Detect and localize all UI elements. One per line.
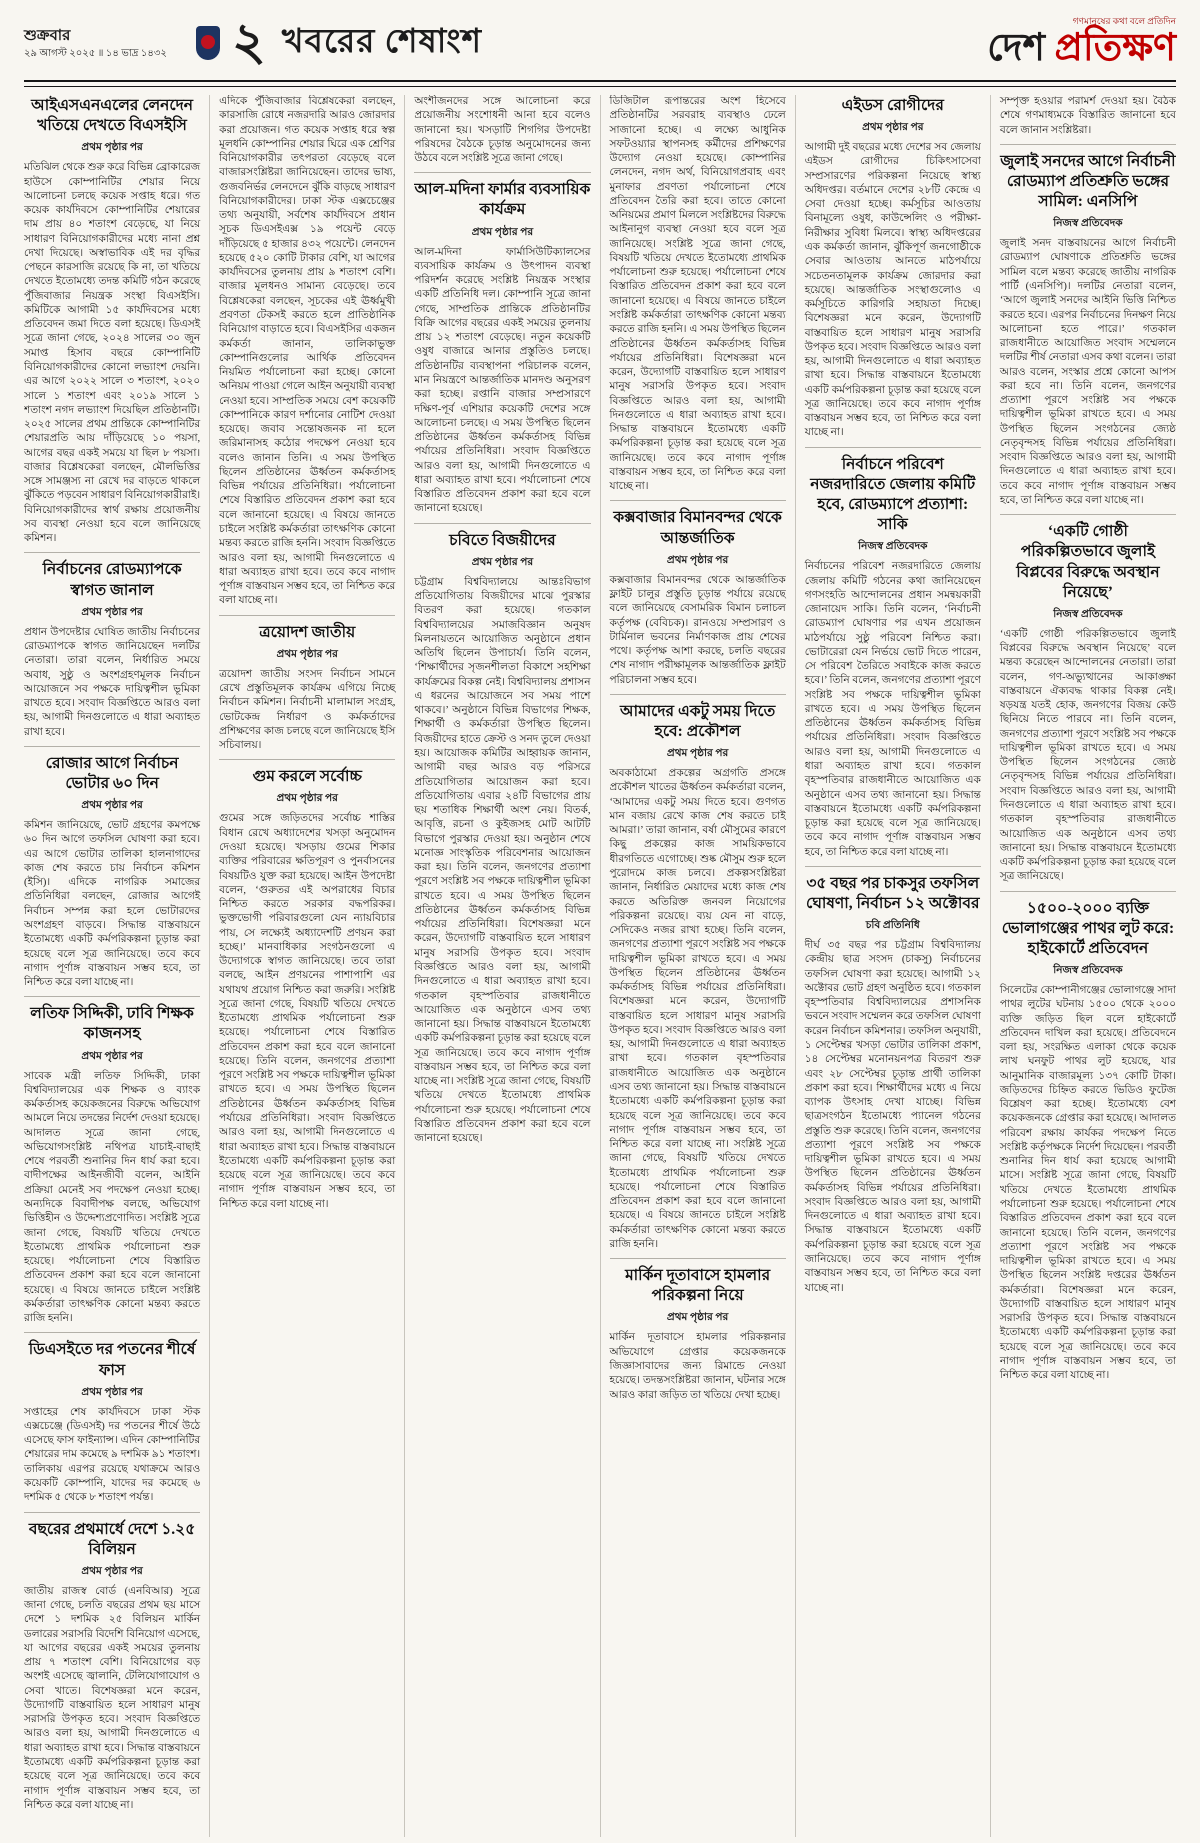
- article-body: গুমের সঙ্গে জড়িতদের সর্বোচ্চ শাস্তির বিধান রেখে অধ্যাদেশের খসড়া অনুমোদন দেওয়া হয়েছে। খসড়ায় গুমের শিকার ব্যক্তির পরিবারের ক্ষতিপূরণ ও পুনর্বাসনের বিষয়টিও যুক্ত করা হয়েছে। আইন উপদেষ্টা বলেন, ‘গুরুতর এই অপরাধের বিচার নিশ্চিত করতে সরকার বদ্ধপরিকর। ভুক্তভোগী পরিবারগুলো যেন ন্যায়বিচার পায়, সে লক্ষ্যেই অধ্যাদেশটি প্রণয়ন করা হচ্ছে।’ মানবাধিকার সংগঠনগুলো এ উদ্যোগকে স্বাগত জানিয়েছে। তবে তারা বলছে, আইন প্রণয়নের পাশাপাশি এর যথাযথ প্রয়োগ নিশ্চিত করা জরুরি। সংশ্লিষ্ট সূত্রে জানা গেছে, বিষয়টি খতিয়ে দেখতে ইতোমধ্যে প্রাথমিক পর্যালোচনা শুরু হয়েছে। পর্যালোচনা শেষে বিস্তারিত প্রতিবেদন প্রকাশ করা হবে বলে জানানো হয়েছে। তিনি বলেন, জনগণের প্রত্যাশা পূরণে সংশ্লিষ্ট সব পক্ষকে দায়িত্বশীল ভূমিকা রাখতে হবে। এ সময় উপস্থিত ছিলেন প্রতিষ্ঠানের ঊর্ধ্বতন কর্মকর্তাসহ বিভিন্ন পর্যায়ের প্রতিনিধিরা। সংবাদ বিজ্ঞপ্তিতে আরও বলা হয়, আগামী দিনগুলোতে এ ধারা অব্যাহত রাখা হবে। সিদ্ধান্ত বাস্তবায়নে ইতোমধ্যে একটি কর্মপরিকল্পনা চূড়ান্ত করা হয়েছে বলে সূত্র জানিয়েছে। তবে কবে নাগাদ পূর্ণাঙ্গ বাস্তবায়ন সম্ভব হবে, তা নিশ্চিত করে বলা যাচ্ছে না।: [219, 813, 396, 1210]
- article: [805, 447, 981, 860]
- brand-part-2: প্রতিক্ষণ: [1054, 26, 1176, 69]
- article-headline: কক্সবাজার বিমানবন্দর থেকে আন্তর্জাতিক: [613, 509, 782, 547]
- masthead-tagline: গণমানুষের কথা বলে প্রতিদিন: [1072, 16, 1176, 27]
- article-headline: চবিতে বিজয়ীদের: [449, 531, 556, 549]
- article: [414, 172, 590, 516]
- article-byline: প্রথম পৃষ্ঠার পর: [666, 554, 729, 566]
- article-body: চট্টগ্রাম বিশ্ববিদ্যালয়ে আন্তঃবিভাগ প্রতিযোগিতায় বিজয়ীদের মাঝে পুরস্কার বিতরণ করা হয়েছে। গতকাল বিশ্ববিদ্যালয়ের সমাজবিজ্ঞান অনুষদ মিলনায়তনে আয়োজিত অনুষ্ঠানে প্রধান অতিথি ছিলেন উপাচার্য। তিনি বলেন, ‘শিক্ষার্থীদের সৃজনশীলতা বিকাশে সহশিক্ষা কার্যক্রমের বিকল্প নেই। বিশ্ববিদ্যালয় প্রশাসন এ ধরনের আয়োজনে সব সময় পাশে থাকবে।’ অনুষ্ঠানে বিভিন্ন বিভাগের শিক্ষক, শিক্ষার্থী ও কর্মকর্তারা উপস্থিত ছিলেন। বিজয়ীদের হাতে ক্রেস্ট ও সনদ তুলে দেওয়া হয়। আয়োজক কমিটির আহ্বায়ক জানান, আগামী বছর আরও বড় পরিসরে প্রতিযোগিতার আয়োজন করা হবে। প্রতিযোগিতায় এবার ২৪টি বিভাগের প্রায় ছয় শতাধিক শিক্ষার্থী অংশ নেয়। বিতর্ক, আবৃত্তি, রচনা ও কুইজসহ মোট আটটি বিভাগে পুরস্কার দেওয়া হয়। অনুষ্ঠান শেষে মনোজ্ঞ সাংস্কৃতিক পরিবেশনার আয়োজন করা হয়। তিনি বলেন, জনগণের প্রত্যাশা পূরণে সংশ্লিষ্ট সব পক্ষকে দায়িত্বশীল ভূমিকা রাখতে হবে। এ সময় উপস্থিত ছিলেন প্রতিষ্ঠানের ঊর্ধ্বতন কর্মকর্তাসহ বিভিন্ন পর্যায়ের প্রতিনিধিরা। বিশেষজ্ঞরা মনে করেন, উদ্যোগটি বাস্তবায়িত হলে সাধারণ মানুষ সরাসরি উপকৃত হবে। সংবাদ বিজ্ঞপ্তিতে আরও বলা হয়, আগামী দিনগুলোতে এ ধারা অব্যাহত রাখা হবে। গতকাল বৃহস্পতিবার রাজধানীতে আয়োজিত এক অনুষ্ঠানে এসব তথ্য জানানো হয়। সিদ্ধান্ত বাস্তবায়নে ইতোমধ্যে একটি কর্মপরিকল্পনা চূড়ান্ত করা হয়েছে বলে সূত্র জানিয়েছে। তবে কবে নাগাদ পূর্ণাঙ্গ বাস্তবায়ন সম্ভব হবে, তা নিশ্চিত করে বলা যাচ্ছে না। সংশ্লিষ্ট সূত্রে জানা গেছে, বিষয়টি খতিয়ে দেখতে ইতোমধ্যে প্রাথমিক পর্যালোচনা শুরু হয়েছে। পর্যালোচনা শেষে বিস্তারিত প্রতিবেদন প্রকাশ করা হবে বলে জানানো হয়েছে।: [414, 576, 591, 1145]
- article-body: সপ্তাহের শেষ কার্যদিবসে ঢাকা স্টক এক্সচেঞ্জে (ডিএসই) দর পতনের শীর্ষে উঠে এসেছে ফাস ফাইন্যান্স। এদিন কোম্পানিটির শেয়ারের দাম কমেছে ৯ দশমিক ৯১ শতাংশ। তালিকায় এরপর রয়েছে যথাক্রমে আরও কয়েকটি কোম্পানি, যাদের দর কমেছে ৬ দশমিক ৫ থেকে ৮ শতাংশ পর্যন্ত।: [24, 1406, 201, 1504]
- article-headline: আইএসএনএলের লেনদেন খতিয়ে দেখতে বিএসইসি: [31, 97, 194, 135]
- article: [24, 1332, 200, 1505]
- article: [414, 523, 590, 1147]
- article-byline: প্রথম পৃষ্ঠার পর: [81, 606, 143, 618]
- article-headline: ত্রয়োদশ জাতীয়: [259, 623, 356, 641]
- article-body: সাবেক মন্ত্রী লতিফ সিদ্দিকী, ঢাকা বিশ্ববিদ্যালয়ের এক শিক্ষক ও ব্যাংক কর্মকর্তাসহ কয়েকজনের বিরুদ্ধে অভিযোগ আমলে নিয়ে তদন্তের নির্দেশ দেওয়া হয়েছে। আদালত সূত্রে জানা গেছে, অভিযোগসংশ্লিষ্ট নথিপত্র যাচাই-বাছাই শেষে পরবর্তী শুনানির দিন ধার্য করা হবে। বাদীপক্ষের আইনজীবী বলেন, আইনি প্রক্রিয়া মেনেই সব পদক্ষেপ নেওয়া হচ্ছে। অন্যদিকে বিবাদীপক্ষ বলছে, অভিযোগ ভিত্তিহীন ও উদ্দেশ্যপ্রণোদিত। সংশ্লিষ্ট সূত্রে জানা গেছে, বিষয়টি খতিয়ে দেখতে ইতোমধ্যে প্রাথমিক পর্যালোচনা শুরু হয়েছে। পর্যালোচনা শেষে বিস্তারিত প্রতিবেদন প্রকাশ করা হবে বলে জানানো হয়েছে। এ বিষয়ে জানতে চাইলে সংশ্লিষ্ট কর্মকর্তারা তাৎক্ষণিক কোনো মন্তব্য করতে রাজি হননি।: [24, 1070, 201, 1325]
- section-title: খবরের শেষাংশ: [281, 24, 483, 60]
- article-byline: প্রথম পৃষ্ঠার পর: [666, 748, 729, 760]
- article-headline: গুম করলে সর্বোচ্চ: [252, 768, 362, 786]
- article-continuation: [219, 95, 395, 609]
- article-body: সিলেটের কোম্পানীগঞ্জের ভোলাগঞ্জে সাদা পাথর লুটের ঘটনায় ১৫০০ থেকে ২০০০ ব্যক্তি জড়িত ছিল বলে হাইকোর্টে প্রতিবেদন দাখিল করা হয়েছে। প্রতিবেদনে বলা হয়, সংরক্ষিত এলাকা থেকে কয়েক লাখ ঘনফুট পাথর লুট হয়েছে, যার আনুমানিক বাজারমূল্য ১৩৭ কোটি টাকা। জড়িতদের চিহ্নিত করতে ভিডিও ফুটেজ বিশ্লেষণ করা হচ্ছে। ইতোমধ্যে বেশ কয়েকজনকে গ্রেপ্তার করা হয়েছে। আদালত পরিবেশ রক্ষায় কার্যকর পদক্ষেপ নিতে সংশ্লিষ্ট কর্তৃপক্ষকে নির্দেশ দিয়েছেন। পরবর্তী শুনানির দিন ধার্য করা হয়েছে আগামী মাসে। সংশ্লিষ্ট সূত্রে জানা গেছে, বিষয়টি খতিয়ে দেখতে ইতোমধ্যে প্রাথমিক পর্যালোচনা শুরু হয়েছে। পর্যালোচনা শেষে বিস্তারিত প্রতিবেদন প্রকাশ করা হবে বলে জানানো হয়েছে। তিনি বলেন, জনগণের প্রত্যাশা পূরণে সংশ্লিষ্ট সব পক্ষকে দায়িত্বশীল ভূমিকা রাখতে হবে। এ সময় উপস্থিত ছিলেন সংশ্লিষ্ট দপ্তরের ঊর্ধ্বতন কর্মকর্তারা। বিশেষজ্ঞরা মনে করেন, উদ্যোগটি বাস্তবায়িত হলে সাধারণ মানুষ সরাসরি উপকৃত হবে। সিদ্ধান্ত বাস্তবায়নে ইতোমধ্যে একটি কর্মপরিকল্পনা চূড়ান্ত করা হয়েছে বলে সূত্র জানিয়েছে। তবে কবে নাগাদ পূর্ণাঙ্গ বাস্তবায়ন সম্ভব হবে, তা নিশ্চিত করে বলা যাচ্ছে না।: [999, 985, 1176, 1382]
- article-body: আগামী দুই বছরের মধ্যে দেশের সব জেলায় এইডস রোগীদের চিকিৎসাসেবা সম্প্রসারণের পরিকল্পনা নিয়েছে স্বাস্থ্য অধিদপ্তর। বর্তমানে দেশের ২৮টি কেন্দ্রে এ সেবা দেওয়া হচ্ছে। কর্মসূচির আওতায় বিনামূল্যে ওষুধ, কাউন্সেলিং ও পরীক্ষা-নিরীক্ষার সুবিধা মিলবে। স্বাস্থ্য অধিদপ্তরের এক কর্মকর্তা জানান, ঝুঁকিপূর্ণ জনগোষ্ঠীকে সেবার আওতায় আনতে মাঠপর্যায়ে সচেতনতামূলক কার্যক্রম জোরদার করা হয়েছে। আন্তর্জাতিক সংস্থাগুলোও এ কর্মসূচিতে কারিগরি সহায়তা দিচ্ছে। বিশেষজ্ঞরা মনে করেন, উদ্যোগটি বাস্তবায়িত হলে সাধারণ মানুষ সরাসরি উপকৃত হবে। সংবাদ বিজ্ঞপ্তিতে আরও বলা হয়, আগামী দিনগুলোতে এ ধারা অব্যাহত রাখা হবে। সিদ্ধান্ত বাস্তবায়নে ইতোমধ্যে একটি কর্মপরিকল্পনা চূড়ান্ত করা হয়েছে বলে সূত্র জানিয়েছে। তবে কবে নাগাদ পূর্ণাঙ্গ বাস্তবায়ন সম্ভব হবে, তা নিশ্চিত করে বলা যাচ্ছে না।: [804, 142, 981, 439]
- article-byline: নিজস্ব প্রতিবেদক: [1053, 965, 1123, 977]
- newspaper-column-3: [404, 95, 599, 1837]
- article-body: অবকাঠামো প্রকল্পের অগ্রগতি প্রসঙ্গে প্রকৌশল খাতের ঊর্ধ্বতন কর্মকর্তারা বলেন, ‘আমাদের একটু সময় দিতে হবে। গুণগত মান বজায় রেখে কাজ শেষ করতে চাই আমরা।’ তারা জানান, বর্ষা মৌসুমের কারণে কিছু প্রকল্পের কাজ সাময়িকভাবে ধীরগতিতে এগোচ্ছে। শুষ্ক মৌসুম শুরু হলে পুরোদমে কাজ চলবে। প্রকল্পসংশ্লিষ্টরা জানান, নির্ধারিত মেয়াদের মধ্যে কাজ শেষ করতে অতিরিক্ত জনবল নিয়োগের পরিকল্পনা রয়েছে। ব্যয় যেন না বাড়ে, সেদিকেও নজর রাখা হচ্ছে। তিনি বলেন, জনগণের প্রত্যাশা পূরণে সংশ্লিষ্ট সব পক্ষকে দায়িত্বশীল ভূমিকা রাখতে হবে। এ সময় উপস্থিত ছিলেন প্রতিষ্ঠানের ঊর্ধ্বতন কর্মকর্তাসহ বিভিন্ন পর্যায়ের প্রতিনিধিরা। বিশেষজ্ঞরা মনে করেন, উদ্যোগটি বাস্তবায়িত হলে সাধারণ মানুষ সরাসরি উপকৃত হবে। সংবাদ বিজ্ঞপ্তিতে আরও বলা হয়, আগামী দিনগুলোতে এ ধারা অব্যাহত রাখা হবে। গতকাল বৃহস্পতিবার রাজধানীতে আয়োজিত এক অনুষ্ঠানে এসব তথ্য জানানো হয়। সিদ্ধান্ত বাস্তবায়নে ইতোমধ্যে একটি কর্মপরিকল্পনা চূড়ান্ত করা হয়েছে বলে সূত্র জানিয়েছে। তবে কবে নাগাদ পূর্ণাঙ্গ বাস্তবায়ন সম্ভব হবে, তা নিশ্চিত করে বলা যাচ্ছে না। সংশ্লিষ্ট সূত্রে জানা গেছে, বিষয়টি খতিয়ে দেখতে ইতোমধ্যে প্রাথমিক পর্যালোচনা শুরু হয়েছে। পর্যালোচনা শেষে বিস্তারিত প্রতিবেদন প্রকাশ করা হবে বলে জানানো হয়েছে। এ বিষয়ে জানতে চাইলে সংশ্লিষ্ট কর্মকর্তারা তাৎক্ষণিক কোনো মন্তব্য করতে রাজি হননি।: [609, 768, 786, 1250]
- article-headline: নির্বাচনে পরিবেশ নজরদারিতে জেলায় কমিটি হবে, রোডম্যাপে প্রত্যাশা: সাকি: [810, 455, 976, 534]
- article-headline: রোজার আগে নির্বাচন ভোটার ৬০ দিন: [45, 754, 179, 792]
- newspaper-column-1: [24, 95, 209, 1837]
- article-byline: নিজস্ব প্রতিবেদক: [1053, 608, 1123, 620]
- article: [24, 552, 200, 739]
- article-byline: প্রথম পৃষ্ঠার পর: [862, 122, 924, 134]
- article-headline: লতিফ সিদ্দিকী, ঢাবি শিক্ষক কাজনসহ: [30, 1005, 194, 1043]
- article-body: দীর্ঘ ৩৫ বছর পর চট্টগ্রাম বিশ্ববিদ্যালয় কেন্দ্রীয় ছাত্র সংসদ (চাকসু) নির্বাচনের তফসিল ঘোষণা করা হয়েছে। আগামী ১২ অক্টোবর ভোট গ্রহণ অনুষ্ঠিত হবে। গতকাল বৃহস্পতিবার বিশ্ববিদ্যালয়ের প্রশাসনিক ভবনে সংবাদ সম্মেলন করে তফসিল ঘোষণা করেন নির্বাচন কমিশনার। তফসিল অনুযায়ী, ১ সেপ্টেম্বর খসড়া ভোটার তালিকা প্রকাশ, ১৪ সেপ্টেম্বর মনোনয়নপত্র বিতরণ শুরু এবং ২৮ সেপ্টেম্বর চূড়ান্ত প্রার্থী তালিকা প্রকাশ করা হবে। শিক্ষার্থীদের মধ্যে এ নিয়ে ব্যাপক উৎসাহ দেখা যাচ্ছে। বিভিন্ন ছাত্রসংগঠন ইতোমধ্যে প্যানেল গঠনের প্রস্তুতি শুরু করেছে। তিনি বলেন, জনগণের প্রত্যাশা পূরণে সংশ্লিষ্ট সব পক্ষকে দায়িত্বশীল ভূমিকা রাখতে হবে। এ সময় উপস্থিত ছিলেন প্রতিষ্ঠানের ঊর্ধ্বতন কর্মকর্তাসহ বিভিন্ন পর্যায়ের প্রতিনিধিরা। সংবাদ বিজ্ঞপ্তিতে আরও বলা হয়, আগামী দিনগুলোতে এ ধারা অব্যাহত রাখা হবে। সিদ্ধান্ত বাস্তবায়নে ইতোমধ্যে একটি কর্মপরিকল্পনা চূড়ান্ত করা হয়েছে বলে সূত্র জানিয়েছে। তবে কবে নাগাদ পূর্ণাঙ্গ বাস্তবায়ন সম্ভব হবে, তা নিশ্চিত করে বলা যাচ্ছে না।: [804, 940, 981, 1294]
- article-body: মতিঝিল থেকে শুরু করে বিভিন্ন ব্রোকারেজ হাউসে কোম্পানিটির শেয়ার নিয়ে আলোচনা চলছে কয়েক সপ্তাহ ধরে। গত কয়েক কার্যদিবসে কোম্পানিটির শেয়ারের দাম প্রায় ৪০ শতাংশ বেড়েছে, যা নিয়ে সাধারণ বিনিয়োগকারীদের মধ্যে নানা প্রশ্ন দেখা দিয়েছে। অস্বাভাবিক এই দর বৃদ্ধির পেছনে কারসাজি রয়েছে কি না, তা খতিয়ে দেখতে ইতোমধ্যে তদন্ত কমিটি গঠন করেছে পুঁজিবাজার নিয়ন্ত্রক সংস্থা বিএসইসি। কমিটিকে আগামী ১৫ কার্যদিবসের মধ্যে প্রতিবেদন জমা দিতে বলা হয়েছে। ডিএসই সূত্রে জানা গেছে, ২০২৪ সালের ৩০ জুন সমাপ্ত হিসাব বছরে কোম্পানিটি বিনিয়োগকারীদের কোনো লভ্যাংশ দেয়নি। এর আগে ২০২২ সালে ৩ শতাংশ, ২০২০ সালে ১ শতাংশ এবং ২০১৯ সালে ১ শতাংশ নগদ লভ্যাংশ দিয়েছিল প্রতিষ্ঠানটি। ২০২৫ সালের প্রথম প্রান্তিকে কোম্পানিটির শেয়ারপ্রতি আয় দাঁড়িয়েছে ১০ পয়সা, আগের বছর একই সময়ে যা ছিল ৮ পয়সা। বাজার বিশ্লেষকেরা বলছেন, মৌলভিত্তির সঙ্গে সামঞ্জস্য না রেখে দর বাড়তে থাকলে ঝুঁকিতে পড়বেন সাধারণ বিনিয়োগকারীরাই। বিনিয়োগকারীদের স্বার্থ রক্ষায় প্রয়োজনীয় সব ব্যবস্থা নেওয়া হবে বলে জানিয়েছে কমিশন।: [24, 162, 201, 545]
- article: [24, 996, 200, 1326]
- article-continuation: [610, 95, 786, 494]
- article-body: নির্বাচনের পরিবেশ নজরদারিতে জেলায় জেলায় কমিটি গঠনের কথা জানিয়েছেন গণসংহতি আন্দোলনের প্রধান সমন্বয়কারী জোনায়েদ সাকি। তিনি বলেন, ‘নির্বাচনী রোডম্যাপ ঘোষণার পর এখন প্রয়োজন মাঠপর্যায়ে সুষ্ঠু পরিবেশ নিশ্চিত করা। ভোটারেরা যেন নির্ভয়ে ভোট দিতে পারেন, সে পরিবেশ তৈরিতে সবাইকে কাজ করতে হবে।’ তিনি বলেন, জনগণের প্রত্যাশা পূরণে সংশ্লিষ্ট সব পক্ষকে দায়িত্বশীল ভূমিকা রাখতে হবে। এ সময় উপস্থিত ছিলেন প্রতিষ্ঠানের ঊর্ধ্বতন কর্মকর্তাসহ বিভিন্ন পর্যায়ের প্রতিনিধিরা। সংবাদ বিজ্ঞপ্তিতে আরও বলা হয়, আগামী দিনগুলোতে এ ধারা অব্যাহত রাখা হবে। গতকাল বৃহস্পতিবার রাজধানীতে আয়োজিত এক অনুষ্ঠানে এসব তথ্য জানানো হয়। সিদ্ধান্ত বাস্তবায়নে ইতোমধ্যে একটি কর্মপরিকল্পনা চূড়ান্ত করা হয়েছে বলে সূত্র জানিয়েছে। তবে কবে নাগাদ পূর্ণাঙ্গ বাস্তবায়ন সম্ভব হবে, তা নিশ্চিত করে বলা যাচ্ছে না।: [804, 561, 981, 858]
- article-body: প্রধান উপদেষ্টার ঘোষিত জাতীয় নির্বাচনের রোডম্যাপকে স্বাগত জানিয়েছেন দলটির নেতারা। তারা বলেন, নির্ধারিত সময়ে অবাধ, সুষ্ঠু ও অংশগ্রহণমূলক নির্বাচন আয়োজনে সব পক্ষকে দায়িত্বশীল ভূমিকা রাখতে হবে। সংবাদ বিজ্ঞপ্তিতে আরও বলা হয়, আগামী দিনগুলোতে এ ধারা অব্যাহত রাখা হবে।: [24, 626, 201, 738]
- article: [1000, 891, 1176, 1384]
- masthead-emblem-icon: [196, 26, 220, 60]
- article-body: জুলাই সনদ বাস্তবায়নের আগে নির্বাচনী রোডম্যাপ ঘোষণাকে প্রতিশ্রুতি ভঙ্গের সামিল বলে মন্তব্য করেছে জাতীয় নাগরিক পার্টি (এনসিপি)। দলটির নেতারা বলেন, ‘আগে জুলাই সনদের আইনি ভিত্তি নিশ্চিত করতে হবে। এরপর নির্বাচনের দিনক্ষণ নিয়ে আলোচনা হতে পারে।’ গতকাল রাজধানীতে আয়োজিত সংবাদ সম্মেলনে দলটির শীর্ষ নেতারা এসব কথা বলেন। তারা আরও বলেন, সংস্কার প্রশ্নে কোনো আপস করা হবে না। তিনি বলেন, জনগণের প্রত্যাশা পূরণে সংশ্লিষ্ট সব পক্ষকে দায়িত্বশীল ভূমিকা রাখতে হবে। এ সময় উপস্থিত ছিলেন সংগঠনের জ্যেষ্ঠ নেতৃবৃন্দসহ বিভিন্ন পর্যায়ের প্রতিনিধিরা। সংবাদ বিজ্ঞপ্তিতে আরও বলা হয়, আগামী দিনগুলোতে এ ধারা অব্যাহত রাখা হবে। তবে কবে নাগাদ পূর্ণাঙ্গ বাস্তবায়ন সম্ভব হবে, তা নিশ্চিত করে বলা যাচ্ছে না।: [999, 238, 1176, 506]
- article-body: অংশীজনদের সঙ্গে আলোচনা করে প্রয়োজনীয় সংশোধনী আনা হবে বলেও জানানো হয়। খসড়াটি শিগগির উপদেষ্টা পরিষদের বৈঠকে চূড়ান্ত অনুমোদনের জন্য উঠবে বলে সংশ্লিষ্ট সূত্রে জানা গেছে।: [414, 96, 591, 165]
- article-body: কমিশন জানিয়েছে, ভোট গ্রহণের কমপক্ষে ৬০ দিন আগে তফসিল ঘোষণা করা হবে। এর আগে ভোটার তালিকা হালনাগাদের কাজ শেষ করতে চায় নির্বাচন কমিশন (ইসি)। এদিকে নাগরিক সমাজের প্রতিনিধিরা বলছেন, রোজার আগেই নির্বাচন সম্পন্ন করা হলে ভোটারদের অংশগ্রহণ বাড়বে। সিদ্ধান্ত বাস্তবায়নে ইতোমধ্যে একটি কর্মপরিকল্পনা চূড়ান্ত করা হয়েছে বলে সূত্র জানিয়েছে। তবে কবে নাগাদ পূর্ণাঙ্গ বাস্তবায়ন সম্ভব হবে, তা নিশ্চিত করে বলা যাচ্ছে না।: [24, 820, 201, 989]
- article-body: সম্পৃক্ত হওয়ার পরামর্শ দেওয়া হয়। বৈঠক শেষে গণমাধ্যমকে বিস্তারিত জানানো হবে বলে জানান সংশ্লিষ্টরা।: [999, 96, 1176, 136]
- masthead-brand: [987, 26, 1176, 69]
- date-block: [24, 27, 194, 60]
- article-byline: প্রথম পৃষ্ঠার পর: [81, 1386, 143, 1398]
- newspaper-column-6: [990, 95, 1176, 1837]
- article-body: মার্কিন দূতাবাসে হামলার পরিকল্পনার অভিযোগে গ্রেপ্তার কয়েকজনকে জিজ্ঞাসাবাদের জন্য রিমান্ডে নেওয়া হয়েছে। তদন্তসংশ্লিষ্টরা জানান, ঘটনার সঙ্গে আরও কারা জড়িত তা খতিয়ে দেখা হচ্ছে।: [609, 1332, 786, 1401]
- article: [1000, 144, 1176, 508]
- article-byline: প্রথম পৃষ্ঠার পর: [471, 226, 534, 238]
- article-byline: প্রথম পৃষ্ঠার পর: [276, 793, 338, 805]
- article-byline: নিজস্ব প্রতিবেদক: [1053, 218, 1123, 230]
- article: [24, 1512, 200, 1814]
- article-headline: ৩৫ বছর পর চাকসুর তফসিল ঘোষণা, নির্বাচন ১২ অক্টোবর: [806, 874, 980, 912]
- weekday-label: শুক্রবার: [24, 27, 71, 44]
- columns-container: [24, 95, 1176, 1837]
- header-rule: [24, 80, 1176, 87]
- article: [24, 746, 200, 990]
- page-header: [24, 12, 1176, 74]
- article: [24, 96, 200, 546]
- article-byline: প্রথম পৃষ্ঠার পর: [471, 556, 534, 568]
- article-byline: প্রথম পৃষ্ঠার পর: [666, 1312, 729, 1324]
- article-headline: ১৫০০-২০০০ ব্যক্তি ভোলাগঞ্জের পাথর লুট করে: হাইকোর্টে প্রতিবেদন: [1001, 899, 1175, 957]
- article: [805, 866, 981, 1296]
- article-byline: প্রথম পৃষ্ঠার পর: [276, 648, 338, 660]
- article-byline: প্রথম পৃষ্ঠার পর: [81, 800, 143, 812]
- article-headline: ডিএসইতে দর পতনের শীর্ষে ফাস: [28, 1341, 196, 1379]
- article-body: ‘একটি গোষ্ঠী পরিকল্পিতভাবে জুলাই বিপ্লবের বিরুদ্ধে অবস্থান নিয়েছে’ বলে মন্তব্য করেছেন আন্দোলনের নেতারা। তারা বলেন, গণ-অভ্যুত্থানের আকাঙ্ক্ষা বাস্তবায়নে ঐক্যবদ্ধ থাকার বিকল্প নেই। ষড়যন্ত্র যতই হোক, জনগণের বিজয় কেউ ছিনিয়ে নিতে পারবে না। তিনি বলেন, জনগণের প্রত্যাশা পূরণে সংশ্লিষ্ট সব পক্ষকে দায়িত্বশীল ভূমিকা রাখতে হবে। এ সময় উপস্থিত ছিলেন সংগঠনের জ্যেষ্ঠ নেতৃবৃন্দসহ বিভিন্ন পর্যায়ের প্রতিনিধিরা। সংবাদ বিজ্ঞপ্তিতে আরও বলা হয়, আগামী দিনগুলোতে এ ধারা অব্যাহত রাখা হবে। গতকাল বৃহস্পতিবার রাজধানীতে আয়োজিত এক অনুষ্ঠানে এসব তথ্য জানানো হয়। সিদ্ধান্ত বাস্তবায়নে ইতোমধ্যে একটি কর্মপরিকল্পনা চূড়ান্ত করা হয়েছে বলে সূত্র জানিয়েছে।: [999, 628, 1176, 883]
- article: [1000, 514, 1176, 884]
- article-headline: মার্কিন দূতাবাসে হামলার পরিকল্পনা নিয়ে: [625, 1267, 771, 1305]
- article: [219, 759, 395, 1212]
- article-headline: জুলাই সনদের আগে নির্বাচনী রোডম্যাপ প্রতিশ্রুতি ভঙ্গের সামিল: এনসিপি: [1000, 152, 1176, 211]
- article-headline: নির্বাচনের রোডম্যাপকে স্বাগত জানাল: [42, 561, 182, 599]
- newspaper-column-4: [600, 95, 795, 1837]
- article-byline: প্রথম পৃষ্ঠার পর: [81, 1565, 143, 1577]
- article-continuation: [1000, 95, 1176, 138]
- article-headline: ‘একটি গোষ্ঠী পরিকল্পিতভাবে জুলাই বিপ্লবের বিরুদ্ধে অবস্থান নিয়েছে’: [1016, 523, 1160, 601]
- article-headline: বছরের প্রথমার্ধে দেশে ১.২৫ বিলিয়ন: [28, 1520, 196, 1558]
- article-byline: প্রথম পৃষ্ঠার পর: [81, 1050, 143, 1062]
- article-headline: আল-মদিনা ফার্মার ব্যবসায়িক কার্যক্রম: [414, 181, 591, 219]
- article-byline: নিজস্ব প্রতিবেদক: [858, 541, 928, 553]
- article: [610, 694, 786, 1252]
- article-body: আল-মদিনা ফার্মাসিউটিক্যালসের ব্যবসায়িক কার্যক্রম ও উৎপাদন ব্যবস্থা পরিদর্শন করেছে সংশ্লিষ্ট নিয়ন্ত্রক সংস্থার একটি প্রতিনিধি দল। কোম্পানি সূত্রে জানা গেছে, সাম্প্রতিক প্রান্তিকে প্রতিষ্ঠানটির বিক্রি আগের বছরের একই সময়ের তুলনায় প্রায় ১২ শতাংশ বেড়েছে। নতুন কয়েকটি ওষুধ বাজারে আনার প্রস্তুতিও চলছে। প্রতিষ্ঠানটির ব্যবস্থাপনা পরিচালক বলেন, মান নিয়ন্ত্রণে আন্তর্জাতিক মানদণ্ড অনুসরণ করা হচ্ছে। রপ্তানি বাজার সম্প্রসারণে দক্ষিণ-পূর্ব এশিয়ার কয়েকটি দেশের সঙ্গে আলোচনা চলছে। এ সময় উপস্থিত ছিলেন প্রতিষ্ঠানের ঊর্ধ্বতন কর্মকর্তাসহ বিভিন্ন পর্যায়ের প্রতিনিধিরা। সংবাদ বিজ্ঞপ্তিতে আরও বলা হয়, আগামী দিনগুলোতে এ ধারা অব্যাহত রাখা হবে। পর্যালোচনা শেষে বিস্তারিত প্রতিবেদন প্রকাশ করা হবে বলে জানানো হয়েছে।: [414, 246, 591, 515]
- article: [610, 1258, 786, 1403]
- brand-part-1: দেশ: [987, 26, 1055, 69]
- newspaper-column-5: [795, 95, 990, 1837]
- article-body: ত্রয়োদশ জাতীয় সংসদ নির্বাচন সামনে রেখে প্রস্তুতিমূলক কার্যক্রম এগিয়ে নিচ্ছে নির্বাচন কমিশন। নির্বাচনী মালামাল সংগ্রহ, ভোটকেন্দ্র নির্ধারণ ও কর্মকর্তাদের প্রশিক্ষণের কাজ চলছে বলে জানিয়েছে ইসি সচিবালয়।: [219, 668, 396, 752]
- article-body: কক্সবাজার বিমানবন্দর থেকে আন্তর্জাতিক ফ্লাইট চালুর প্রস্তুতি চূড়ান্ত পর্যায়ে রয়েছে বলে জানিয়েছে বেসামরিক বিমান চলাচল কর্তৃপক্ষ (বেবিচক)। রানওয়ে সম্প্রসারণ ও টার্মিনাল ভবনের নির্মাণকাজ প্রায় শেষের পথে। কর্তৃপক্ষ আশা করছে, চলতি বছরের শেষ নাগাদ পরীক্ষামূলক আন্তর্জাতিক ফ্লাইট পরিচালনা সম্ভব হবে।: [609, 574, 786, 686]
- article: [219, 615, 395, 754]
- date-label: ২৯ আগস্ট ২০২৫ ॥ ১৪ ভাদ্র ১৪৩২: [24, 47, 167, 59]
- masthead-logo: [987, 17, 1176, 68]
- article-body: এদিকে পুঁজিবাজার বিশ্লেষকেরা বলছেন, কারসাজি রোধে নজরদারি আরও জোরদার করা প্রয়োজন। গত কয়েক সপ্তাহ ধরে স্বল্প মূলধনি কোম্পানির শেয়ার ঘিরে এক শ্রেণির বিনিয়োগকারীর তৎপরতা বেড়েছে বলে বাজারসংশ্লিষ্টরা জানিয়েছেন। তাদের ভাষ্য, গুজবনির্ভর লেনদেনে ঝুঁকি বাড়ছে সাধারণ বিনিয়োগকারীদের। ঢাকা স্টক এক্সচেঞ্জের তথ্য অনুযায়ী, সর্বশেষ কার্যদিবসে প্রধান সূচক ডিএসইএক্স ১৯ পয়েন্ট বেড়ে দাঁড়িয়েছে ৫ হাজার ৪৩২ পয়েন্টে। লেনদেন হয়েছে ৫২০ কোটি টাকার বেশি, যা আগের কার্যদিবসের তুলনায় প্রায় ৯ শতাংশ বেশি। বাজার মূলধনও সামান্য বেড়েছে। তবে বিশ্লেষকেরা বলছেন, সূচকের এই ঊর্ধ্বমুখী প্রবণতা টেকসই করতে হলে প্রাতিষ্ঠানিক বিনিয়োগ বাড়াতে হবে। বিএসইসির একজন কর্মকর্তা জানান, তালিকাভুক্ত কোম্পানিগুলোর আর্থিক প্রতিবেদন নিয়মিত পর্যালোচনা করা হচ্ছে। কোনো অনিয়ম পাওয়া গেলে আইন অনুযায়ী ব্যবস্থা নেওয়া হবে। সাম্প্রতিক সময়ে বেশ কয়েকটি কোম্পানিকে কারণ দর্শানোর নোটিশ দেওয়া হয়েছে। জবাব সন্তোষজনক না হলে জরিমানাসহ কঠোর পদক্ষেপ নেওয়া হবে বলেও জানান তিনি। এ সময় উপস্থিত ছিলেন প্রতিষ্ঠানের ঊর্ধ্বতন কর্মকর্তাসহ বিভিন্ন পর্যায়ের প্রতিনিধিরা। পর্যালোচনা শেষে বিস্তারিত প্রতিবেদন প্রকাশ করা হবে বলে জানানো হয়েছে। এ বিষয়ে জানতে চাইলে সংশ্লিষ্ট কর্মকর্তারা তাৎক্ষণিক কোনো মন্তব্য করতে রাজি হননি। সংবাদ বিজ্ঞপ্তিতে আরও বলা হয়, আগামী দিনগুলোতে এ ধারা অব্যাহত রাখা হবে। তবে কবে নাগাদ পূর্ণাঙ্গ বাস্তবায়ন সম্ভব হবে, তা নিশ্চিত করে বলা যাচ্ছে না।: [219, 96, 396, 607]
- page-number: ২: [232, 14, 266, 71]
- article-byline: চবি প্রতিনিধি: [865, 920, 920, 932]
- article-continuation: [414, 95, 590, 166]
- article-body: জাতীয় রাজস্ব বোর্ড (এনবিআর) সূত্রে জানা গেছে, চলতি বছরের প্রথম ছয় মাসে দেশে ১ দশমিক ২৫ বিলিয়ন মার্কিন ডলারের সরাসরি বিদেশি বিনিয়োগ এসেছে, যা আগের বছরের একই সময়ের তুলনায় প্রায় ৭ শতাংশ বেশি। বিনিয়োগের বড় অংশই এসেছে জ্বালানি, টেলিযোগাযোগ ও সেবা খাতে। বিশেষজ্ঞরা মনে করেন, উদ্যোগটি বাস্তবায়িত হলে সাধারণ মানুষ সরাসরি উপকৃত হবে। সংবাদ বিজ্ঞপ্তিতে আরও বলা হয়, আগামী দিনগুলোতে এ ধারা অব্যাহত রাখা হবে। সিদ্ধান্ত বাস্তবায়নে ইতোমধ্যে একটি কর্মপরিকল্পনা চূড়ান্ত করা হয়েছে বলে সূত্র জানিয়েছে। তবে কবে নাগাদ পূর্ণাঙ্গ বাস্তবায়ন সম্ভব হবে, তা নিশ্চিত করে বলা যাচ্ছে না।: [24, 1585, 201, 1811]
- article: [610, 500, 786, 687]
- article-headline: এইডস রোগীদের: [841, 97, 944, 114]
- newspaper-column-2: [209, 95, 404, 1837]
- article: [805, 96, 981, 441]
- article-headline: আমাদের একটু সময় দিতে হবে: প্রকৌশল: [620, 702, 776, 740]
- article-byline: প্রথম পৃষ্ঠার পর: [81, 142, 143, 154]
- article-body: ডিজিটাল রূপান্তরের অংশ হিসেবে প্রতিষ্ঠানটির সরবরাহ ব্যবস্থাও ঢেলে সাজানো হচ্ছে। এ লক্ষ্যে আধুনিক সফটওয়্যার স্থাপনসহ কর্মীদের প্রশিক্ষণের উদ্যোগ নেওয়া হয়েছে। কোম্পানির লেনদেন, নগদ অর্থ, বিনিয়োগপ্রবাহ এবং মুনাফার প্রবণতা পর্যালোচনা শেষে প্রতিবেদন তৈরি করা হবে। তাতে কোনো অনিয়মের প্রমাণ মিললে সংশ্লিষ্টদের বিরুদ্ধে আইনানুগ ব্যবস্থা নেওয়া হবে বলে সূত্র জানিয়েছে। সংশ্লিষ্ট সূত্রে জানা গেছে, বিষয়টি খতিয়ে দেখতে ইতোমধ্যে প্রাথমিক পর্যালোচনা শুরু হয়েছে। পর্যালোচনা শেষে বিস্তারিত প্রতিবেদন প্রকাশ করা হবে বলে জানানো হয়েছে। এ বিষয়ে জানতে চাইলে সংশ্লিষ্ট কর্মকর্তারা তাৎক্ষণিক কোনো মন্তব্য করতে রাজি হননি। এ সময় উপস্থিত ছিলেন প্রতিষ্ঠানের ঊর্ধ্বতন কর্মকর্তাসহ বিভিন্ন পর্যায়ের প্রতিনিধিরা। বিশেষজ্ঞরা মনে করেন, উদ্যোগটি বাস্তবায়িত হলে সাধারণ মানুষ সরাসরি উপকৃত হবে। সংবাদ বিজ্ঞপ্তিতে আরও বলা হয়, আগামী দিনগুলোতে এ ধারা অব্যাহত রাখা হবে। সিদ্ধান্ত বাস্তবায়নে ইতোমধ্যে একটি কর্মপরিকল্পনা চূড়ান্ত করা হয়েছে বলে সূত্র জানিয়েছে। তবে কবে নাগাদ পূর্ণাঙ্গ বাস্তবায়ন সম্ভব হবে, তা নিশ্চিত করে বলা যাচ্ছে না।: [609, 96, 786, 493]
